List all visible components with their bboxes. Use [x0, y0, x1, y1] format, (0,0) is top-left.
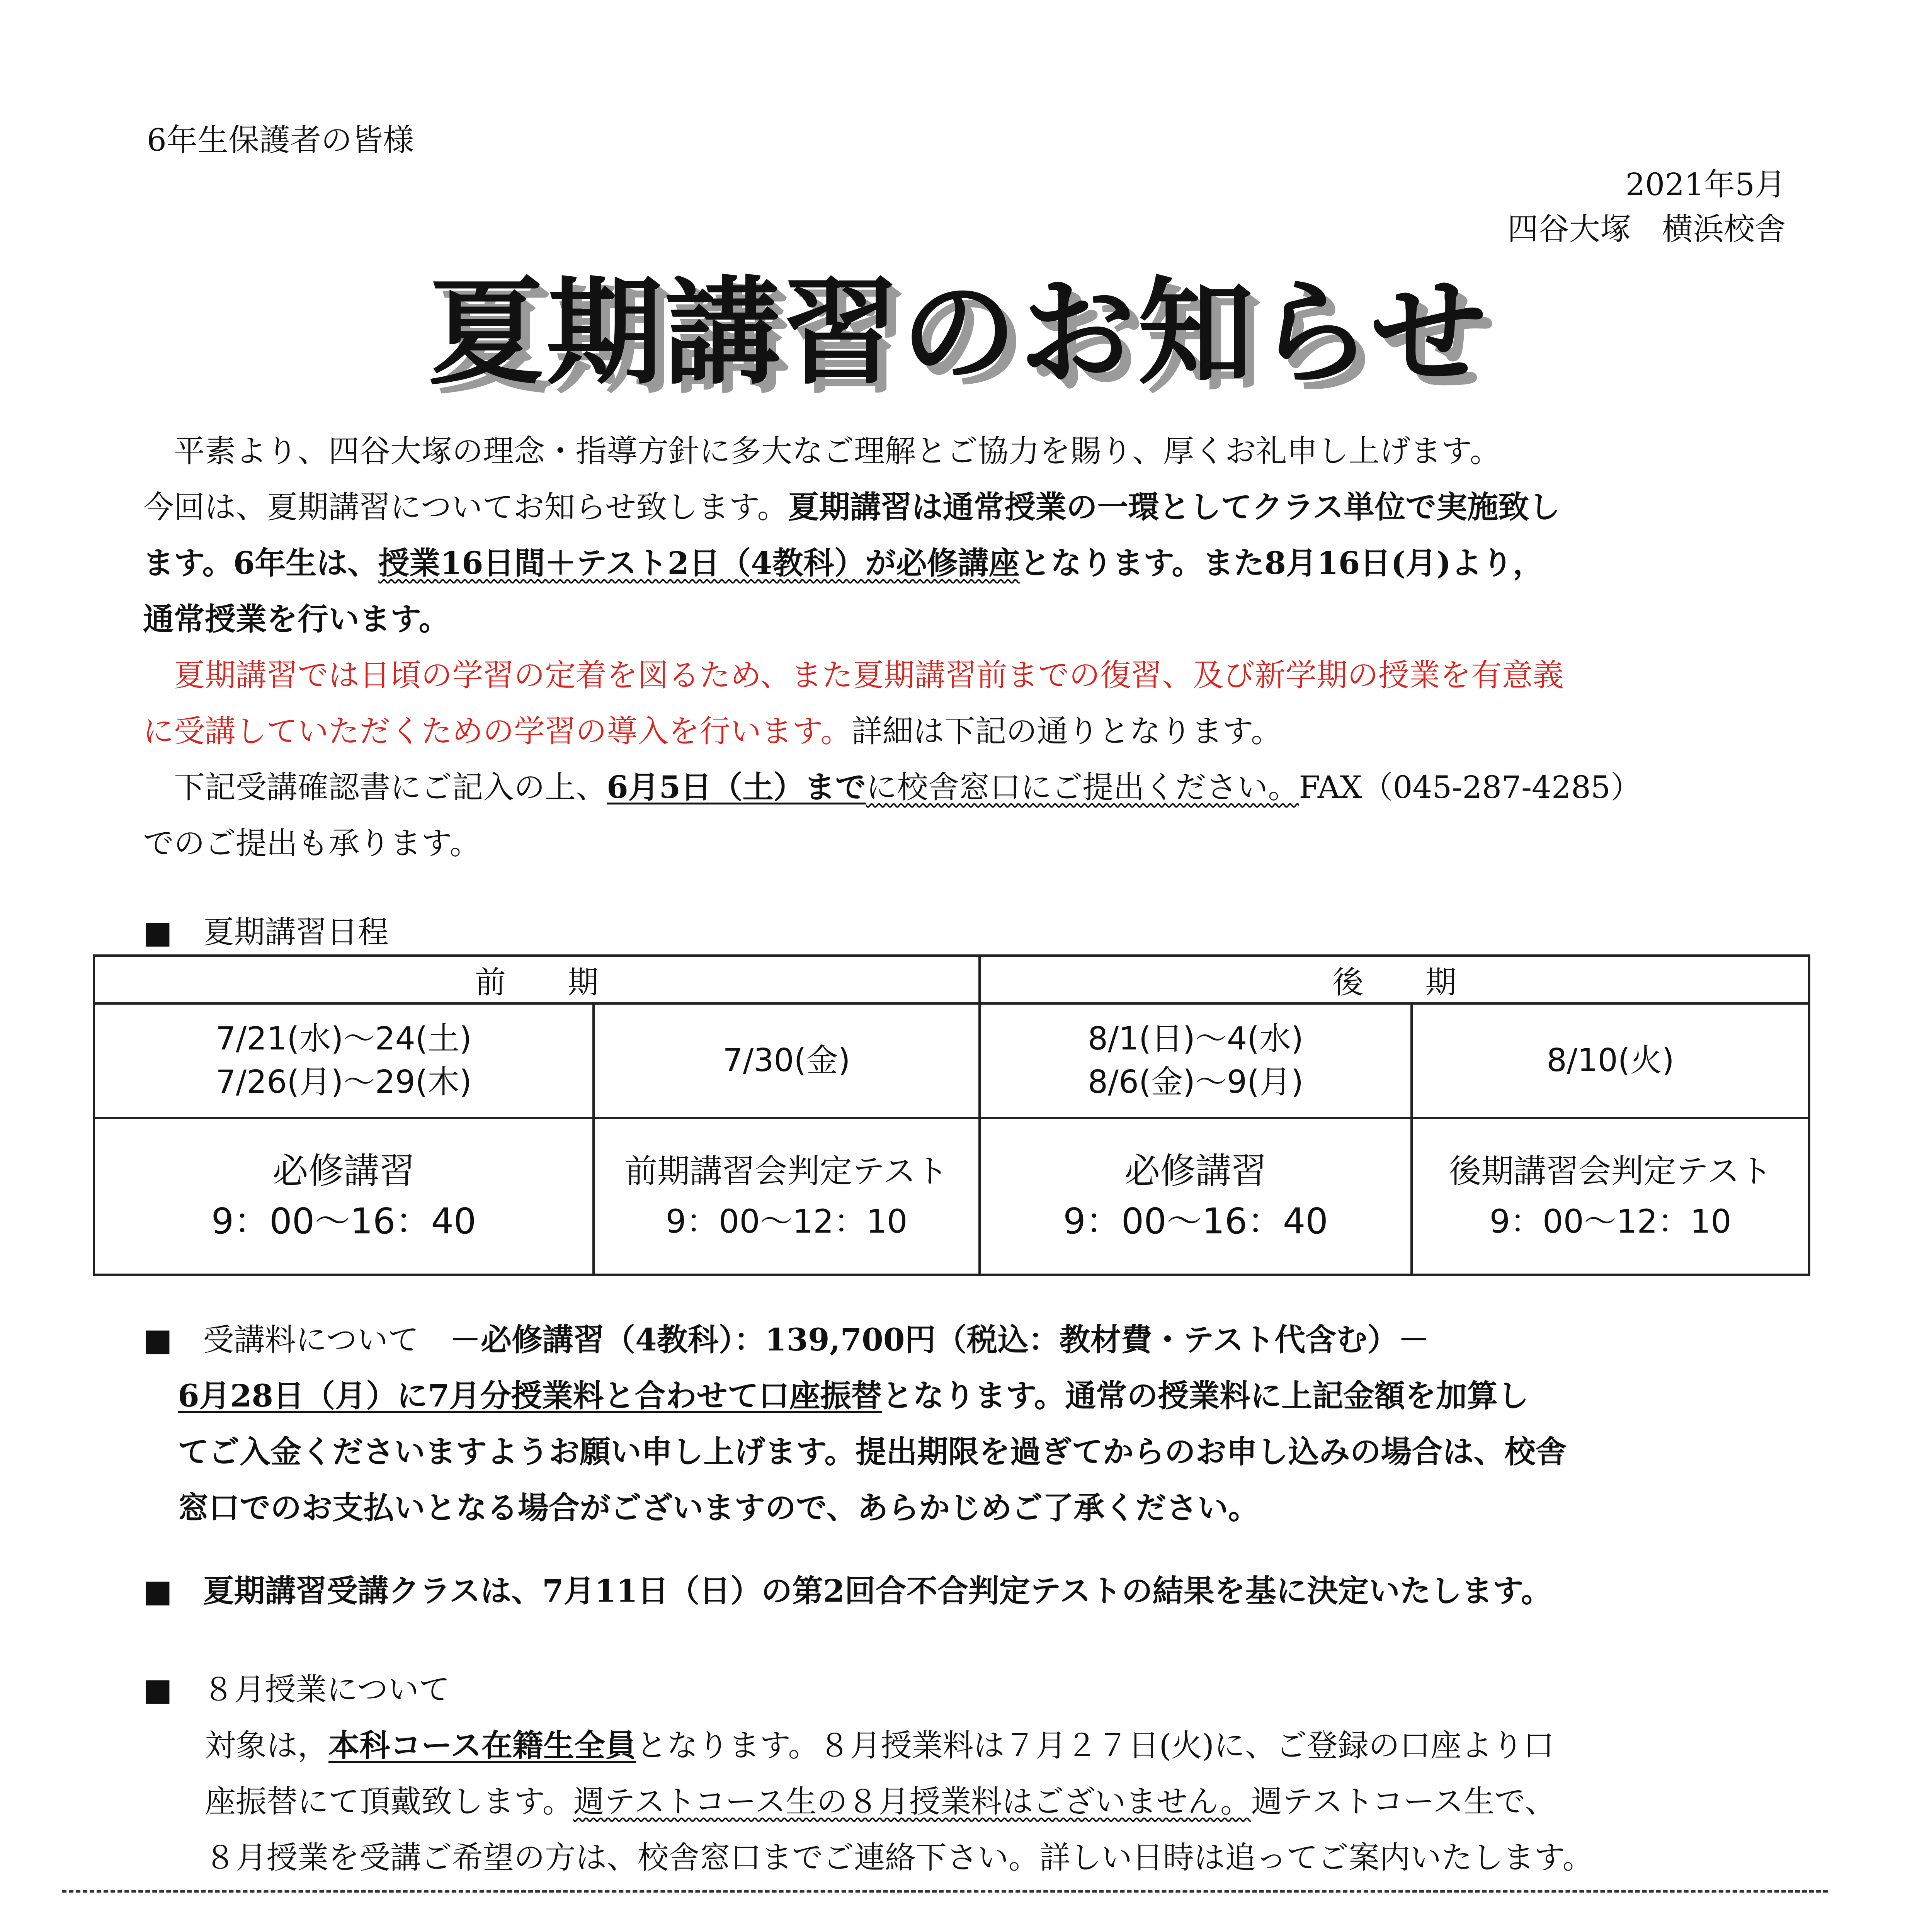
session-name: 必修講習	[272, 1150, 415, 1192]
fee-section	[143, 1312, 1567, 1536]
intro-line	[143, 759, 1641, 815]
intro-line	[143, 479, 1641, 535]
fee-text: となります。通常の授業料に上記金額を加算し	[882, 1378, 1529, 1414]
intro-line	[143, 703, 1641, 759]
session-time: 9：00～16：40	[211, 1201, 476, 1242]
cut-line	[62, 1890, 1828, 1893]
issue-date: 2021年5月	[1625, 167, 1786, 202]
date-line: 7/21(水)～24(土)	[216, 1020, 472, 1057]
date-line: 8/6(金)～9(月)	[1088, 1064, 1304, 1100]
session-name: 後期講習会判定テスト	[1449, 1152, 1772, 1190]
fee-amount: －必修講習（4教科）：139,700円（税込：教材費・テスト代含む）－	[450, 1321, 1429, 1358]
session-cell	[594, 1118, 980, 1275]
date-cell	[980, 1003, 1412, 1118]
session-time: 9：00～16：40	[1063, 1201, 1328, 1242]
intro-line: 通常授業を行います。	[143, 601, 450, 637]
sender: 四谷大塚 横浜校舎	[1507, 211, 1786, 247]
fee-debit-date: 6月28日（月）に7月分授業料と合わせて口座振替	[178, 1378, 882, 1414]
august-text: となります。８月授業料は７月２７日(火)に、ご登録の口座より口	[636, 1728, 1555, 1764]
class-note: ■ 夏期講習受講クラスは、7月11日（日）の第2回合不合判定テストの結果を基に決定いたします。	[143, 1573, 1552, 1609]
august-text: 座振替にて頂戴致します。	[205, 1784, 573, 1820]
session-cell	[94, 1118, 594, 1275]
submit-instruction: に校舎窓口にご提出ください。	[866, 769, 1299, 805]
date-cell: 7/30(金)	[594, 1003, 980, 1118]
session-time: 9：00～12：10	[1489, 1202, 1732, 1240]
intro-text: 詳細は下記の通りとなります。	[851, 713, 1282, 749]
intro-line	[143, 535, 1641, 591]
session-name: 前期講習会判定テスト	[625, 1152, 948, 1190]
intro-text-bold: 夏期講習は通常授業の一環としてクラス単位で実施致し	[788, 489, 1560, 525]
fee-line	[143, 1368, 1567, 1424]
august-text: 対象は，	[205, 1728, 328, 1764]
submit-deadline: 6月5日（土）まで	[607, 769, 866, 805]
august-target: 本科コース在籍生全員	[328, 1727, 636, 1764]
august-section	[143, 1662, 1594, 1886]
fee-heading	[143, 1312, 1567, 1368]
intro-text: 今回は、夏期講習についてお知らせ致します。	[143, 489, 788, 525]
intro-line: でのご提出も承ります。	[143, 825, 481, 861]
session-cell	[980, 1118, 1412, 1275]
august-heading: ■ ８月授業について	[143, 1672, 450, 1708]
fee-line: 窓口でのお支払いとなる場合がございますので、あらかじめご了承ください。	[178, 1490, 1259, 1526]
august-text: 週テストコース生で、	[1251, 1784, 1556, 1820]
date-cell	[94, 1003, 594, 1118]
august-line	[143, 1774, 1594, 1830]
date-cell: 8/10(火)	[1412, 1003, 1809, 1118]
intro-line: 平素より、四谷大塚の理念・指導方針に多大なご理解とご協力を賜り、厚くお礼申し上げます。	[174, 433, 1501, 469]
session-name: 必修講習	[1124, 1150, 1267, 1192]
fee-line: てご入金くださいますようお願い申し上げます。提出期限を過ぎてからのお申し込みの場合は、校舎	[178, 1434, 1567, 1470]
august-weekly-note: 週テストコース生の８月授業料はございません。	[573, 1784, 1252, 1820]
schedule-heading: ■ 夏期講習日程	[143, 914, 389, 950]
date-line: 7/26(月)～29(木)	[216, 1064, 472, 1100]
fee-heading-label: ■ 受講料について	[143, 1322, 450, 1358]
august-line: ８月授業を受講ご希望の方は、校舎窓口までご連絡下さい。詳しい日時は追ってご案内いたします。	[205, 1840, 1594, 1876]
second-half-header: 後 期	[980, 956, 1809, 1003]
intro-text-bold: ます。6年生は、	[143, 545, 379, 581]
intro-text-bold: となります。また8月16日(月)より，	[1019, 545, 1544, 581]
date-line: 8/1(日)～4(水)	[1088, 1020, 1304, 1057]
session-time: 9：00～12：10	[665, 1202, 908, 1240]
first-half-header: 前 期	[94, 956, 980, 1003]
page-title: 夏期講習のお知らせ	[428, 265, 1489, 400]
intro-paragraph	[143, 423, 1641, 871]
august-line	[143, 1718, 1594, 1774]
session-cell	[1412, 1118, 1809, 1275]
addressee: 6年生保護者の皆様	[147, 122, 414, 158]
fax-number: FAX（045-287-4285）	[1299, 769, 1641, 805]
required-course-note: 授業16日間＋テスト2日（4教科）が必修講座	[378, 545, 1020, 581]
schedule-table	[93, 954, 1810, 1276]
intro-text: 下記受講確認書にご記入の上、	[174, 769, 607, 805]
intro-line-red: 夏期講習では日頃の学習の定着を図るため、また夏期講習前までの復習、及び新学期の授業を有意義	[174, 657, 1564, 693]
intro-text-red: に受講していただくための学習の導入を行います。	[143, 713, 852, 749]
